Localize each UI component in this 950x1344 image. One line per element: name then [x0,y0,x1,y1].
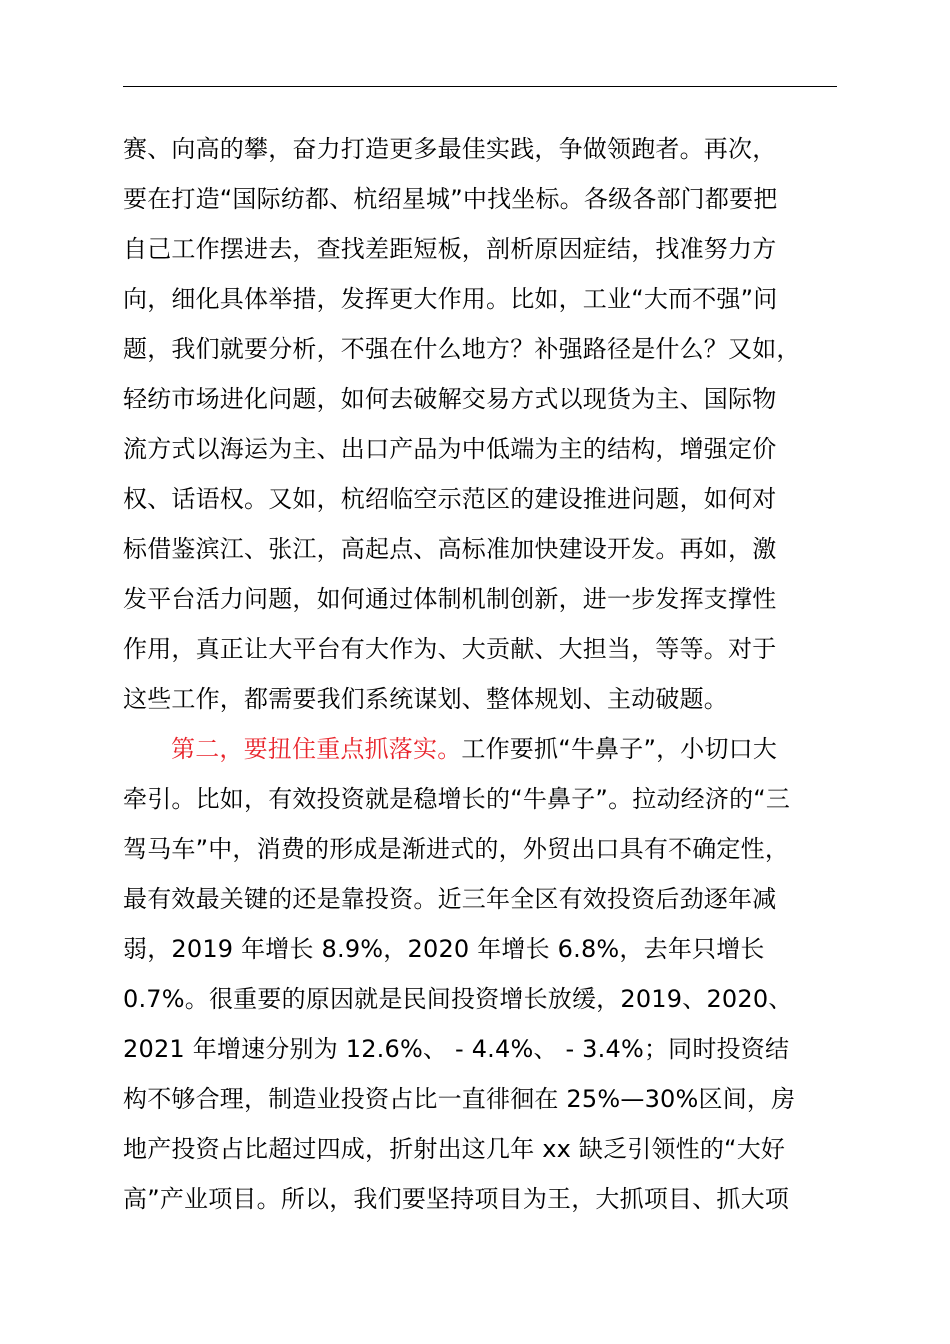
heading-continuation: 工作要抓“牛鼻子”，小切口大 [461,735,778,763]
text-line: 自己工作摆进去，查找差距短板，剖析原因症结，找准努力方 [123,235,777,263]
text-line: 高”产业项目。所以，我们要坚持项目为王，大抓项目、抓大项 [123,1185,790,1213]
text-line: 地产投资占比超过四成，折射出这几年 xx 缺乏引领性的“大好 [123,1135,786,1163]
text-line: 2021 年增速分别为 12.6%、 - 4.4%、 - 3.4%；同时投资结 [123,1035,790,1063]
text-line: 这些工作，都需要我们系统谋划、整体规划、主动破题。 [123,685,728,713]
text-line: 牵引。比如，有效投资就是稳增长的“牛鼻子”。拉动经济的“三 [123,785,791,813]
header-rule [123,86,837,87]
text-line: 题，我们就要分析，不强在什么地方？补强路径是什么？又如， [123,335,801,363]
text-line: 最有效最关键的还是靠投资。近三年全区有效投资后劲逐年减 [123,885,777,913]
text-line: 构不够合理，制造业投资占比一直徘徊在 25%—30%区间，房 [123,1085,796,1113]
text-line: 轻纺市场进化问题，如何去破解交易方式以现货为主、国际物 [123,385,777,413]
text-line: 作用，真正让大平台有大作为、大贡献、大担当，等等。对于 [123,635,777,663]
text-line: 流方式以海运为主、出口产品为中低端为主的结构，增强定价 [123,435,777,463]
text-line: 向，细化具体举措，发挥更大作用。比如，工业“大而不强”问 [123,285,778,313]
text-line: 弱，2019 年增长 8.9%，2020 年增长 6.8%，去年只增长 [123,935,765,963]
section-heading-line [123,724,843,774]
text-line: 标借鉴滨江、张江，高起点、高标准加快建设开发。再如，激 [123,535,777,563]
document-body [123,124,843,1224]
text-line: 赛、向高的攀，奋力打造更多最佳实践，争做领跑者。再次， [123,135,777,163]
text-line: 权、话语权。又如，杭绍临空示范区的建设推进问题，如何对 [123,485,777,513]
text-line: 要在打造“国际纺都、杭绍星城”中找坐标。各级各部门都要把 [123,185,778,213]
text-line: 发平台活力问题，如何通过体制机制创新，进一步发挥支撑性 [123,585,777,613]
text-line: 0.7%。很重要的原因就是民间投资增长放缓，2019、2020、 [123,985,793,1013]
text-line: 驾马车”中，消费的形成是渐进式的，外贸出口具有不确定性， [123,835,790,863]
section-heading: 第二，要扭住重点抓落实。 [171,735,462,763]
